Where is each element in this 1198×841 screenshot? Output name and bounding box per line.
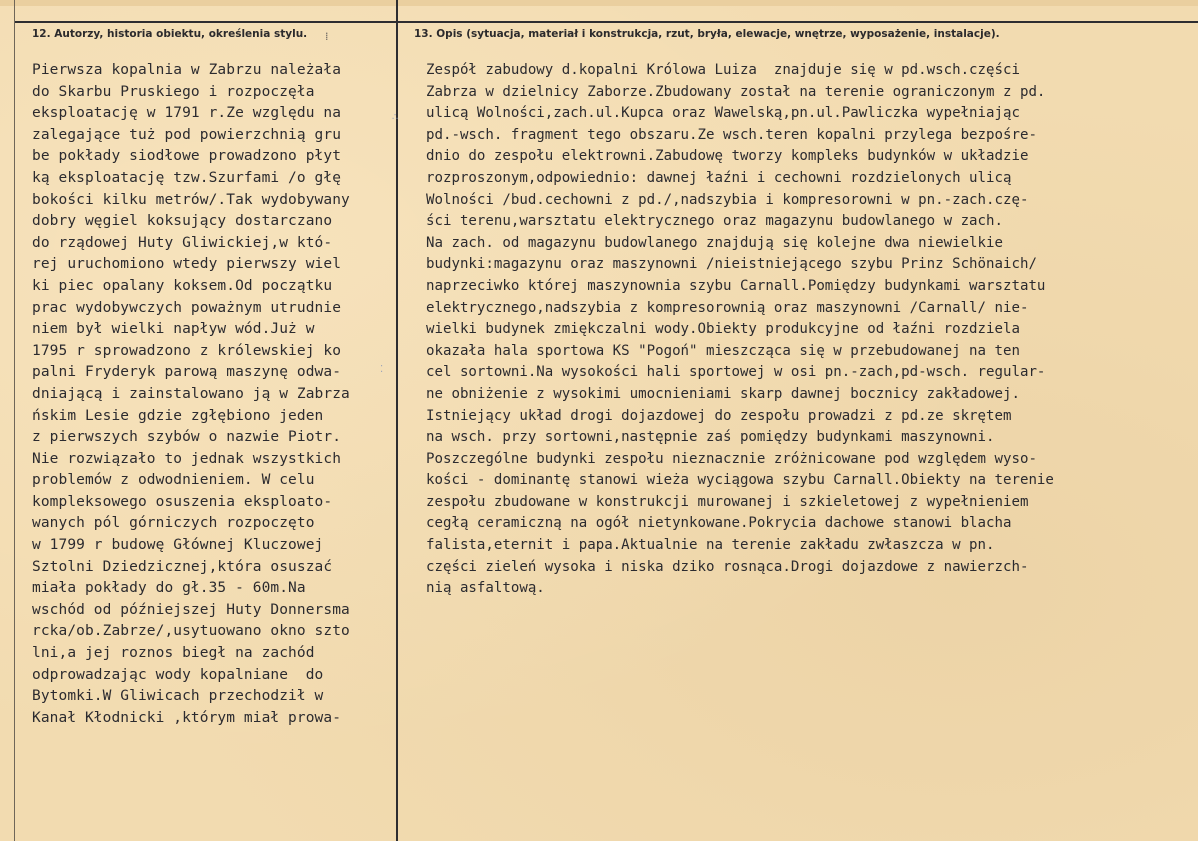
text-line: Zespół zabudowy d.kopalni Królowa Luiza znajduje się w pd.wsch.części bbox=[426, 62, 1020, 78]
text-line: do rządowej Huty Gliwickiej,w któ- bbox=[32, 234, 333, 251]
text-line: lni,a jej roznos biegł na zachód bbox=[32, 645, 315, 662]
text-line: kości - dominantę stanowi wieża wyciągowa szybu Carnall.Obiekty na terenie bbox=[426, 472, 1054, 489]
text-line: dniającą i zainstalowano ją w Zabrza bbox=[32, 385, 350, 402]
text-line: kompleksowego osuszenia eksploato- bbox=[32, 493, 333, 510]
text-line: do Skarbu Pruskiego i rozpoczęła bbox=[32, 83, 315, 100]
pencil-smudge: ∴ bbox=[392, 112, 399, 123]
text-line: palni Fryderyk parową maszynę odwa- bbox=[32, 364, 342, 381]
text-line: Kanał Kłodnicki ,którym miał prowa- bbox=[32, 709, 342, 726]
history-text-column bbox=[32, 60, 350, 729]
section-13-heading: 13. Opis (sytuacja, materiał i konstrukcja, rzut, bryła, elewacje, wnętrze, wyposażenie, instalacje). bbox=[414, 28, 1000, 40]
text-line: prac wydobywczych poważnym utrudnie bbox=[32, 299, 342, 316]
text-line: cegłą ceramiczną na ogół nietynkowane.Pokrycia dachowe stanowi blacha bbox=[426, 515, 1012, 532]
section-12-heading: 12. Autorzy, historia obiektu, określenia stylu. bbox=[32, 28, 308, 40]
text-line: nią asfaltową. bbox=[426, 580, 545, 597]
text-line: be pokłady siodłowe prowadzono płyt bbox=[32, 148, 342, 165]
text-line: Istniejący układ drogi dojazdowej do zespołu prowadzi z pd.ze skrętem bbox=[426, 407, 1012, 424]
text-line: problemów z odwodnieniem. W celu bbox=[32, 472, 315, 489]
text-line: Nie rozwiązało to jednak wszystkich bbox=[32, 450, 342, 467]
text-line: ne obniżenie z wysokimi umocnieniami skarp dawnej bocznicy zakładowej. bbox=[426, 385, 1020, 402]
text-line: ulicą Wolności,zach.ul.Kupca oraz Wawelską,pn.ul.Pawliczka wypełniając bbox=[426, 105, 1020, 122]
description-text-column bbox=[426, 60, 1054, 600]
text-line: części zieleń wysoka i niska dziko rosnąca.Drogi dojazdowe z nawierzch- bbox=[426, 558, 1029, 575]
text-line: naprzeciwko której maszynownia szybu Carnall.Pomiędzy budynkami warsztatu bbox=[426, 277, 1046, 294]
text-line: ńskim Lesie gdzie zgłębiono jeden bbox=[32, 407, 324, 424]
text-line: ści terenu,warsztatu elektrycznego oraz magazynu budowlanego w zach. bbox=[426, 213, 1003, 230]
left-margin-rule bbox=[14, 0, 15, 841]
column-divider bbox=[396, 0, 398, 841]
text-line: ki piec opalany koksem.Od początku bbox=[32, 277, 333, 294]
text-line: odprowadzając wody kopalniane do bbox=[32, 666, 324, 683]
text-line: 1795 r sprowadzono z królewskiej ko bbox=[32, 342, 342, 359]
header-rule bbox=[14, 21, 1198, 23]
text-line: na wsch. przy sortowni,następnie zaś pomiędzy budynkami maszynowni. bbox=[426, 429, 995, 446]
text-line: cel sortowni.Na wysokości hali sportowej w osi pn.-zach,pd-wsch. regular- bbox=[426, 364, 1046, 381]
text-line: Pierwsza kopalnia w Zabrzu należała bbox=[32, 62, 342, 78]
text-line: bokości kilku metrów/.Tak wydobywany bbox=[32, 191, 350, 208]
text-line: elektrycznego,nadszybia z kompresorownią oraz maszynowni /Carnall/ nie- bbox=[426, 299, 1029, 316]
text-line: zespołu zbudowane w konstrukcji murowanej i szkieletowej z wypełnieniem bbox=[426, 493, 1029, 510]
text-line: pd.-wsch. fragment tego obszaru.Ze wsch.teren kopalni przylega bezpośre- bbox=[426, 126, 1037, 143]
text-line: Bytomki.W Gliwicach przechodził w bbox=[32, 688, 324, 705]
text-line: Na zach. od magazynu budowlanego znajdują się kolejne dwa niewielkie bbox=[426, 234, 1003, 251]
top-edge bbox=[0, 0, 1198, 6]
text-line: falista,eternit i papa.Aktualnie na terenie zakładu zwłaszcza w pn. bbox=[426, 537, 995, 554]
text-line: ką eksploatację tzw.Szurfami /o głę bbox=[32, 169, 342, 186]
text-line: Poszczególne budynki zespołu nieznacznie zróżnicowane pod względem wyso- bbox=[426, 450, 1037, 467]
text-line: wschód od późniejszej Huty Donnersma bbox=[32, 601, 350, 618]
text-line: budynki:magazynu oraz maszynowni /nieistniejącego szybu Prinz Schönaich/ bbox=[426, 256, 1037, 273]
text-line: w 1799 r budowę Głównej Kluczowej bbox=[32, 537, 324, 554]
text-line: miała pokłady do gł.35 - 60m.Na bbox=[32, 580, 306, 597]
text-line: Zabrza w dzielnicy Zaborze.Zbudowany został na terenie ograniczonym z pd. bbox=[426, 83, 1046, 100]
text-line: wielki budynek zmiękczalni wody.Obiekty produkcyjne od łaźni rozdziela bbox=[426, 321, 1020, 338]
pencil-smudge: ⁚ bbox=[380, 364, 384, 375]
text-line: okazała hala sportowa KS "Pogoń" mieszcząca się w przebudowanej na ten bbox=[426, 342, 1020, 359]
text-line: wanych pól górniczych rozpoczęto bbox=[32, 515, 315, 532]
text-line: z pierwszych szybów o nazwie Piotr. bbox=[32, 429, 342, 446]
text-line: rozproszonym,odpowiednio: dawnej łaźni i cechowni rozdzielonych ulicą bbox=[426, 169, 1012, 186]
text-line: zalegające tuż pod powierzchnią gru bbox=[32, 126, 342, 143]
text-line: Sztolni Dziedzicznej,która osuszać bbox=[32, 558, 333, 575]
text-line: niem był wielki napływ wód.Już w bbox=[32, 321, 315, 338]
text-line: eksploatację w 1791 r.Ze względu na bbox=[32, 105, 342, 122]
text-line: rej uruchomiono wtedy pierwszy wiel bbox=[32, 256, 342, 273]
pencil-mark: ⁞ bbox=[325, 30, 329, 43]
text-line: rcka/ob.Zabrze/,usytuowano okno szto bbox=[32, 623, 350, 640]
text-line: dnio do zespołu elektrowni.Zabudowę tworzy kompleks budynków w układzie bbox=[426, 148, 1029, 165]
text-line: Wolności /bud.cechowni z pd./,nadszybia i kompresorowni w pn.-zach.czę- bbox=[426, 191, 1029, 208]
text-line: dobry węgiel koksujący dostarczano bbox=[32, 213, 333, 230]
